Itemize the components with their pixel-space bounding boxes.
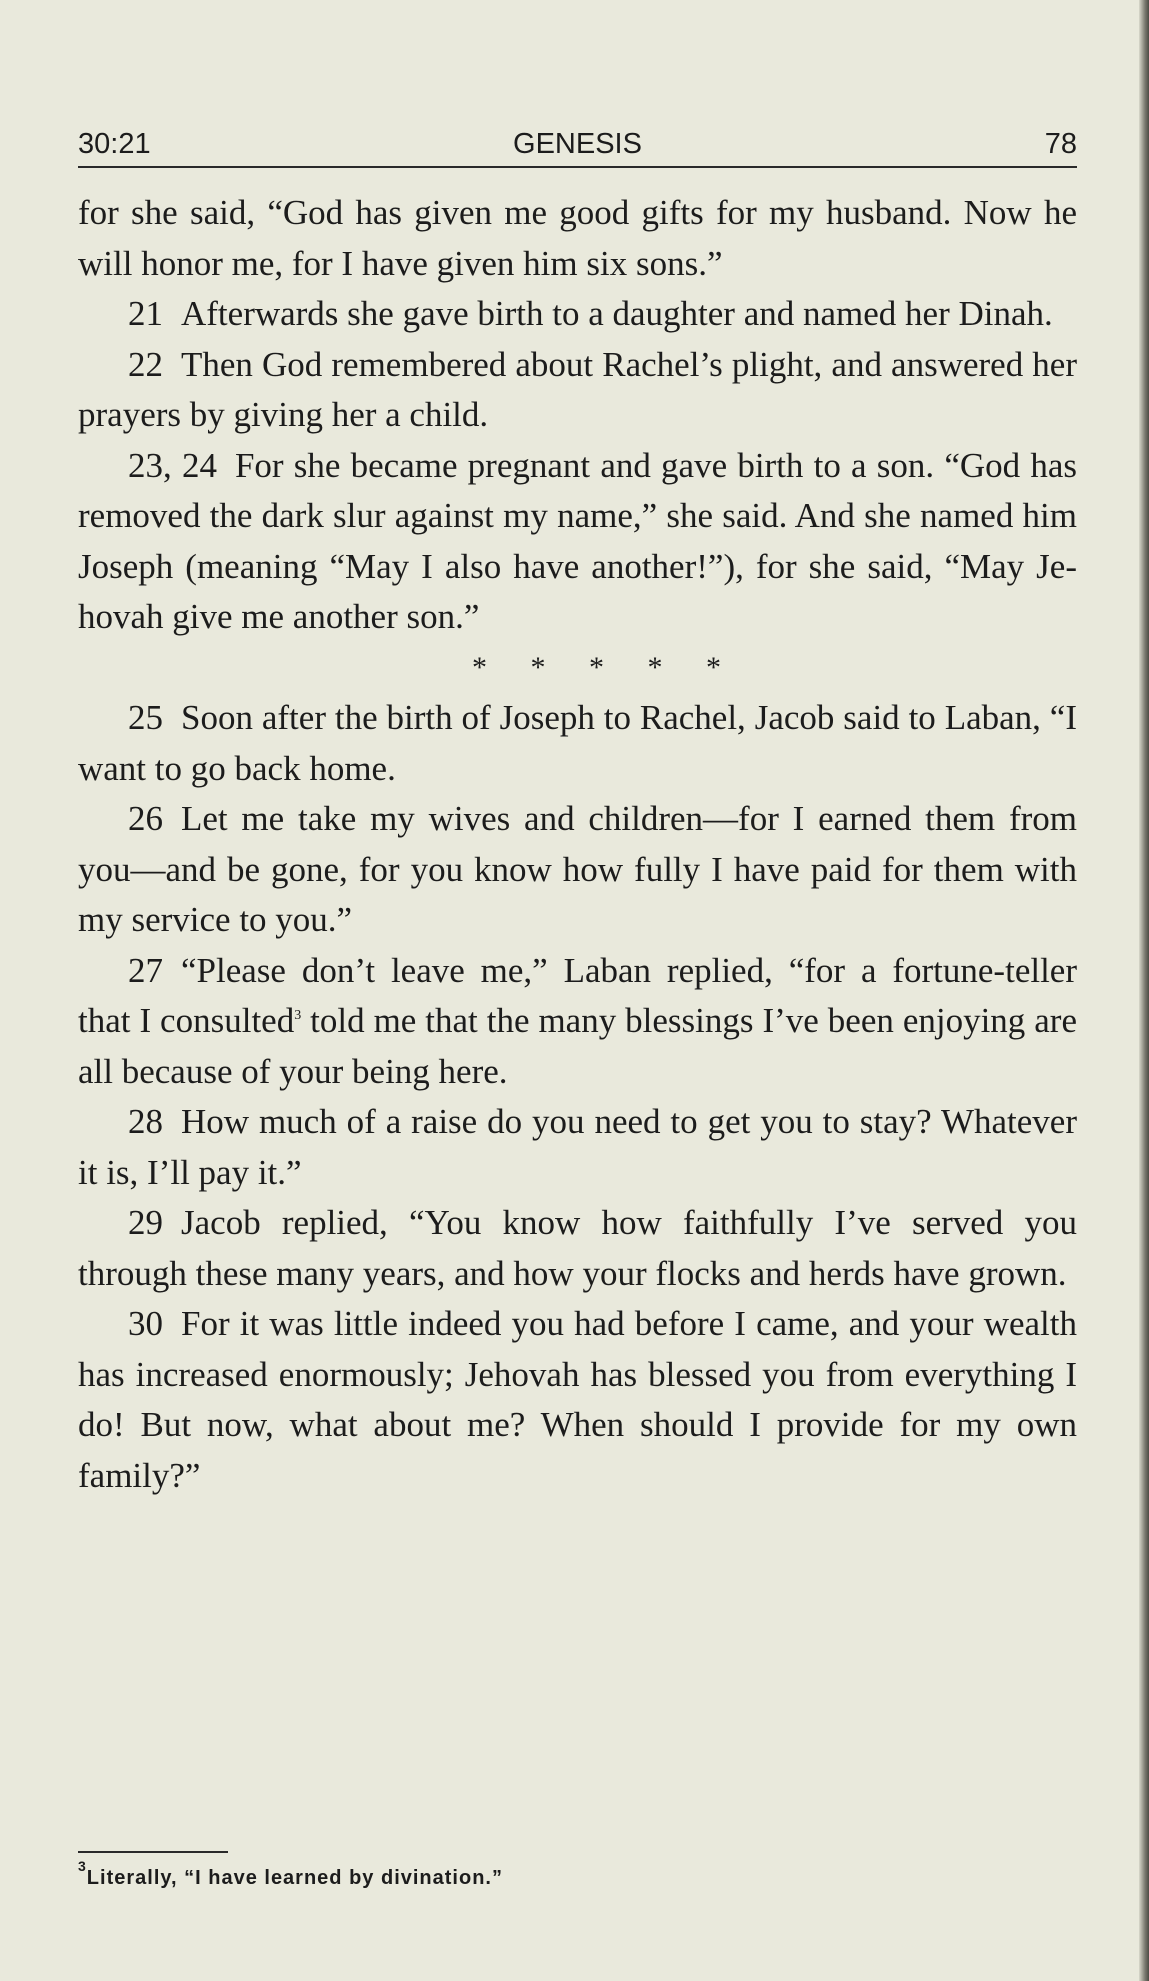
verse-text: For she became pregnant and gave birth to a son. “God has removed the dark slur against my name,” she said. And she named him Joseph (meaning “May I also have another!”), for she said, “May Je-hovah give me another son.” (78, 445, 1078, 636)
verse-paragraph (78, 1097, 1077, 1198)
page-edge-shadow (1139, 0, 1149, 1981)
verse-paragraph (78, 946, 1077, 1098)
verse-text: Soon after the birth of Joseph to Rachel, Jacob said to Laban, “I want to go back home. (78, 698, 1077, 788)
footnote-text: Literally, “I have learned by divination.” (86, 1867, 503, 1889)
footnote-divider (78, 1851, 228, 1853)
verse-number: 22 (128, 344, 163, 384)
verse-text: for she said, “God has given me good gifts for my husband. Now he will honor me, for I have given him six sons.” (78, 193, 1077, 283)
verse-text: How much of a raise do you need to get you to stay? Whatever it is, I’ll pay it.” (78, 1102, 1077, 1192)
verse-paragraph (78, 1299, 1077, 1501)
verse-text: Then God remembered about Rachel’s plight, and answered her prayers by giving her a child. (78, 344, 1077, 434)
header-chapter-verse: 30:21 (78, 128, 151, 160)
verse-number: 30 (128, 1304, 163, 1343)
verse-number: 25 (128, 698, 163, 737)
verse-text: Afterwards she gave birth to a daughter and named her Dinah. (181, 294, 1053, 333)
paragraph-continuation (78, 188, 1077, 289)
verse-number: 26 (128, 799, 163, 838)
header-book-title: GENESIS (513, 128, 642, 160)
footnote (78, 1858, 503, 1890)
header-page-number: 78 (1044, 128, 1077, 160)
verse-number: 23, 24 (128, 445, 217, 485)
verse-text: Let me take my wives and children—for I earned them from you—and be gone, for you know how fully I have paid for them with my service to you.” (78, 799, 1077, 939)
verse-number: 21 (128, 294, 163, 333)
verse-number: 27 (128, 950, 163, 990)
verse-paragraph (78, 693, 1077, 794)
section-break: * * * * * (472, 650, 721, 684)
verse-number: 28 (128, 1102, 163, 1141)
verse-paragraph (78, 441, 1077, 643)
verse-paragraph (78, 794, 1077, 946)
verse-paragraph (78, 289, 1077, 340)
verse-text: told me that the many blessings I’ve been enjoying are all because of your being here. (78, 1001, 1077, 1091)
verse-text: Jacob replied, “You know how faithfully I’ve served you through these many years, and how your flocks and herds have grown. (78, 1203, 1077, 1293)
footnote-marker: 3 (78, 1858, 87, 1874)
verse-paragraph (78, 1198, 1077, 1299)
footnote-reference[interactable]: 3 (294, 1008, 302, 1023)
verse-paragraph (78, 340, 1077, 441)
verse-text: “Please don’t leave me,” Laban replied, “for a fortune-teller that I consulted (78, 950, 1077, 1040)
running-header (78, 124, 1077, 168)
verse-text: For it was little indeed you had before I came, and your wealth has increased enormously; Jehovah has blessed you from everything I do! But now, what about me? When should I provide for my own family?” (78, 1304, 1077, 1495)
scripture-text (78, 188, 1077, 1501)
verse-number: 29 (128, 1203, 163, 1242)
